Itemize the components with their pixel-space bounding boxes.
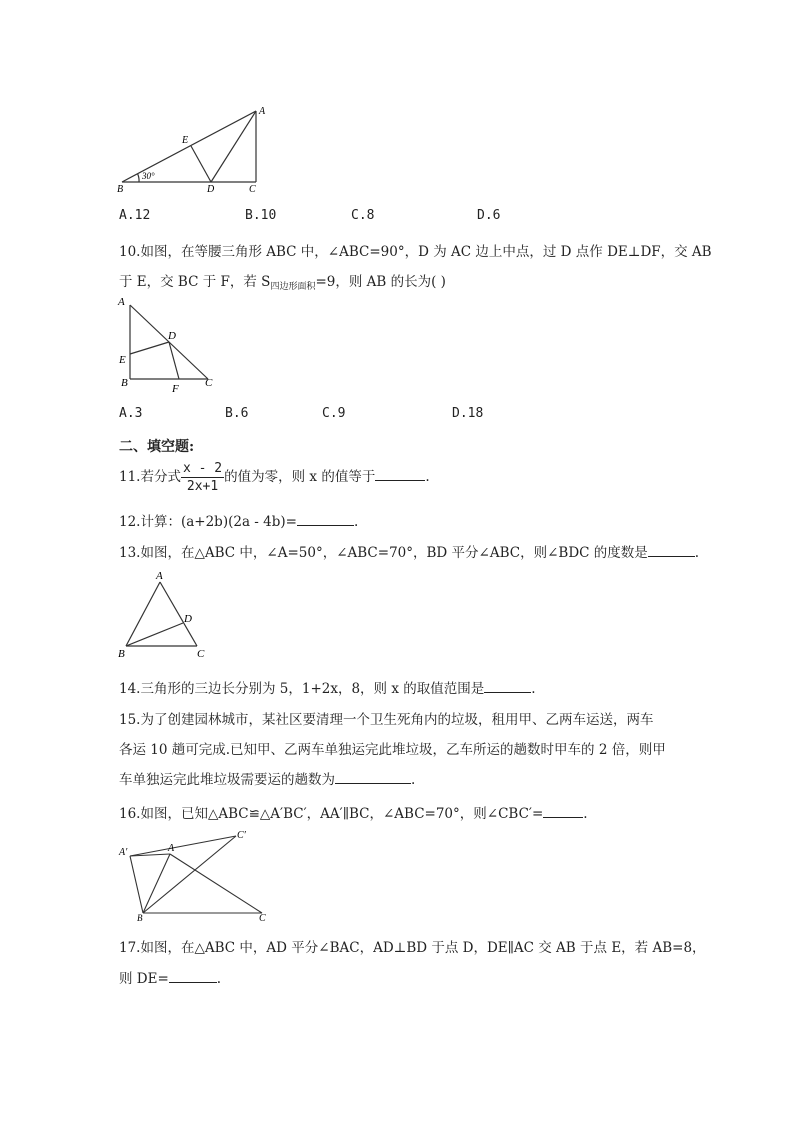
- fig16-label-a: A: [168, 843, 175, 854]
- fig10-label-e: E: [119, 354, 126, 366]
- figure-q10: [115, 295, 220, 395]
- q13: [119, 541, 699, 561]
- q10-line2-sub: 四边形面积: [270, 282, 316, 292]
- fig9-seg-ad: [211, 111, 256, 182]
- q14-answer-blank[interactable]: [484, 680, 531, 693]
- q9-option-c: C.8: [351, 208, 375, 223]
- q12-answer-blank[interactable]: [297, 513, 354, 526]
- fig16-seg-a1c1: [130, 836, 236, 856]
- q11: [119, 460, 430, 495]
- q15-answer-blank[interactable]: [335, 771, 411, 784]
- q12-text: 12.计算：(a+2b)(2a - 4b)=: [119, 514, 297, 530]
- q10-option-c: C.9: [322, 406, 346, 421]
- q15-line1: 15.为了创建园林城市，某社区要清理一个卫生死角内的垃圾，租用甲、乙两车运送，两车: [119, 712, 654, 728]
- figure-q9: [115, 100, 275, 195]
- q10-line2: [119, 270, 446, 290]
- q15-line2: 各运 10 趟可完成.已知甲、乙两车单独运完此堆垃圾，乙车所运的趟数时甲车的 2 倍，则甲: [119, 742, 666, 758]
- fig10-label-a: A: [118, 296, 125, 308]
- q9-option-b: B.10: [245, 208, 277, 223]
- fig9-label-d: D: [207, 184, 215, 195]
- q11-numerator: x - 2: [182, 461, 223, 476]
- q17-line2: [119, 967, 221, 987]
- q17-line2-text: 则 DE=: [119, 971, 169, 987]
- fig9-label-c: C: [249, 184, 256, 195]
- fig9-label-a: A: [259, 106, 266, 117]
- fig9-angle-arc: [138, 174, 139, 182]
- q11-denominator: 2x+1: [186, 479, 219, 494]
- fig9-label-e: E: [182, 135, 189, 146]
- fig16-seg-ac: [170, 854, 262, 913]
- fig13-seg-bd: [126, 623, 183, 646]
- q13-text: 13.如图，在△ABC 中，∠A=50°，∠ABC=70°，BD 平分∠ABC，则∠BDC 的度数是: [119, 545, 648, 561]
- fig10-label-d: D: [168, 330, 176, 342]
- q12-end: .: [353, 514, 359, 530]
- q10-option-b: B.6: [225, 406, 249, 421]
- q11-answer-blank[interactable]: [375, 468, 425, 481]
- q14: [119, 677, 536, 697]
- q9-option-d: D.6: [477, 208, 501, 223]
- fig16-label-b: B: [137, 913, 143, 923]
- q17-end: .: [216, 971, 222, 987]
- q11-fraction: [181, 460, 224, 495]
- fig13-label-d: D: [184, 613, 192, 625]
- fig10-label-c: C: [205, 377, 213, 389]
- q14-end: .: [531, 681, 536, 697]
- figure-q13: [115, 568, 215, 663]
- fig13-label-c: C: [197, 648, 205, 660]
- q9-option-a: A.12: [119, 208, 151, 223]
- q12: [119, 510, 358, 530]
- fig9-seg-ed: [191, 146, 211, 182]
- q17-answer-blank[interactable]: [169, 970, 217, 983]
- q11-after: 的值为零，则 x 的值等于: [224, 469, 376, 485]
- fig10-seg-de: [130, 342, 169, 354]
- q10-line2-b: =9，则 AB 的长为( ): [315, 274, 446, 290]
- q15-line3-text: 车单独运完此堆垃圾需要运的趟数为: [119, 772, 335, 788]
- q15-line3: [119, 768, 415, 788]
- fig16-label-a1: A′: [119, 847, 128, 858]
- q11-before: 11.若分式: [119, 469, 181, 485]
- q11-end: .: [425, 469, 430, 485]
- q10-option-a: A.3: [119, 406, 143, 421]
- q13-answer-blank[interactable]: [648, 544, 695, 557]
- fig16-seg-bc1: [143, 836, 236, 913]
- fig13-side-ab: [126, 582, 160, 646]
- q16-answer-blank[interactable]: [543, 805, 583, 818]
- q10-line2-a: 于 E，交 BC 于 F，若 S: [119, 274, 271, 290]
- q15-end: .: [411, 772, 416, 788]
- q16-end: .: [583, 806, 588, 822]
- q16-text: 16.如图，已知△ABC≌△A′BC′，AA′∥BC，∠ABC=70°，则∠CBC′=: [119, 806, 544, 822]
- q14-text: 14.三角形的三边长分别为 5，1+2x，8，则 x 的取值范围是: [119, 681, 485, 697]
- q13-end: .: [694, 545, 700, 561]
- fig9-label-b: B: [117, 184, 124, 195]
- fig16-label-c1: C′: [237, 830, 246, 841]
- fig13-label-a: A: [156, 570, 163, 582]
- section-heading-fill-in: 二、填空题:: [119, 439, 195, 455]
- q16: [119, 802, 588, 822]
- fig16-label-c: C: [259, 913, 266, 923]
- fig10-label-f: F: [172, 383, 179, 395]
- q17-line1: 17.如图，在△ABC 中，AD 平分∠BAC，AD⊥BD 于点 D，DE∥AC 交 AB 于点 E，若 AB=8，: [119, 940, 706, 956]
- q10-line1: 10.如图，在等腰三角形 ABC 中，∠ABC=90°，D 为 AC 边上中点，过 D 点作 DE⊥DF，交 AB: [119, 244, 712, 260]
- q10-option-d: D.18: [452, 406, 484, 421]
- fig16-seg-a1b: [130, 856, 143, 913]
- fig10-label-b: B: [121, 377, 128, 389]
- figure-q16: [115, 828, 280, 923]
- fig13-label-b: B: [118, 648, 125, 660]
- fig16-seg-ab: [143, 854, 170, 913]
- fig9-label-angle: 30°: [142, 171, 155, 181]
